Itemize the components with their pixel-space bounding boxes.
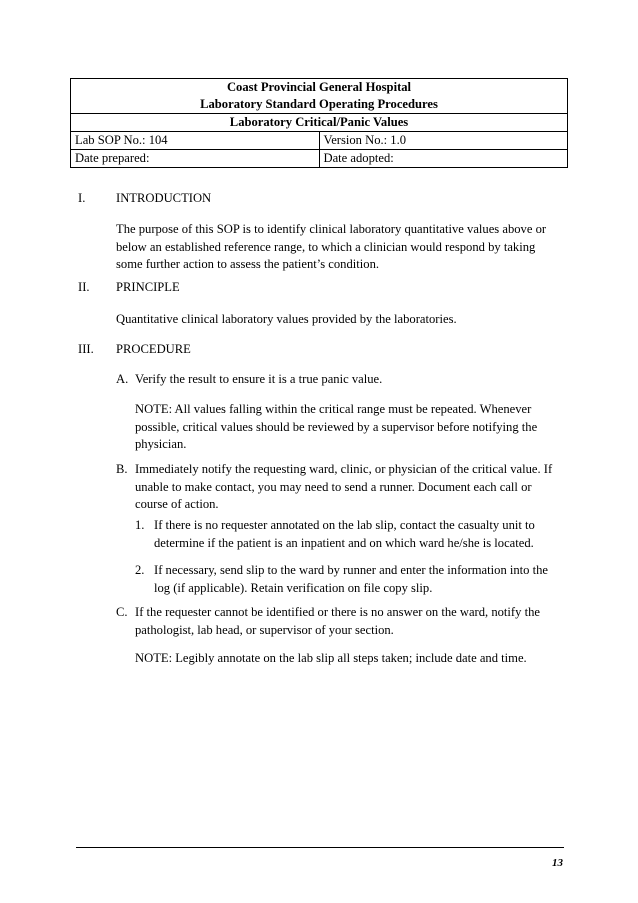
page-number: 13 <box>552 857 563 869</box>
date-prepared: Date prepared: <box>71 150 320 168</box>
footer-rule <box>76 847 564 848</box>
manual-name: Laboratory Standard Operating Procedures <box>200 97 438 111</box>
procedure-number: III. <box>78 342 94 356</box>
document-title: Laboratory Critical/Panic Values <box>71 114 568 132</box>
intro-number: I. <box>78 191 86 205</box>
step-a-note: NOTE: All values falling within the critical range must be repeated. Whenever possible, critical values should be reviewed by a supervisor before notifying the physician. <box>135 402 538 451</box>
step-a-text: Verify the result to ensure it is a true panic value. <box>135 372 383 386</box>
step-b2-label: 2. <box>135 563 145 577</box>
step-c-text: If the requester cannot be identified or there is no answer on the ward, notify the pathologist, lab head, or supervisor of your section. <box>135 605 540 637</box>
sop-header-table <box>70 78 568 168</box>
hospital-name: Coast Provincial General Hospital <box>226 80 412 94</box>
step-b2-text: If necessary, send slip to the ward by runner and enter the information into the log (if applicable). Retain verification on file copy slip. <box>154 563 549 595</box>
intro-heading: INTRODUCTION <box>116 191 212 205</box>
header-title-cell <box>71 79 568 114</box>
principle-heading: PRINCIPLE <box>116 280 180 294</box>
sop-number: Lab SOP No.: 104 <box>71 132 320 150</box>
step-b1-text: If there is no requester annotated on the lab slip, contact the casualty unit to determine if the patient is an inpatient and on which ward he/she is located. <box>154 518 535 550</box>
step-c-label: C. <box>116 605 128 619</box>
step-b-text: Immediately notify the requesting ward, clinic, or physician of the critical value. If unable to make contact, you may need to send a runner. Document each call or course of action. <box>135 462 553 511</box>
step-b1-label: 1. <box>135 518 145 532</box>
version-number: Version No.: 1.0 <box>319 132 568 150</box>
step-c-note: NOTE: Legibly annotate on the lab slip all steps taken; include date and time. <box>135 651 527 665</box>
principle-text: Quantitative clinical laboratory values provided by the laboratories. <box>116 312 457 326</box>
step-a-label: A. <box>116 372 129 386</box>
step-b-label: B. <box>116 462 128 476</box>
principle-number: II. <box>78 280 90 294</box>
date-adopted: Date adopted: <box>319 150 568 168</box>
procedure-heading: PROCEDURE <box>116 342 191 356</box>
intro-text: The purpose of this SOP is to identify clinical laboratory quantitative values above or below an established reference range, to which a clinician would respond by taking some further action to assess the patient’s condition. <box>116 222 547 271</box>
